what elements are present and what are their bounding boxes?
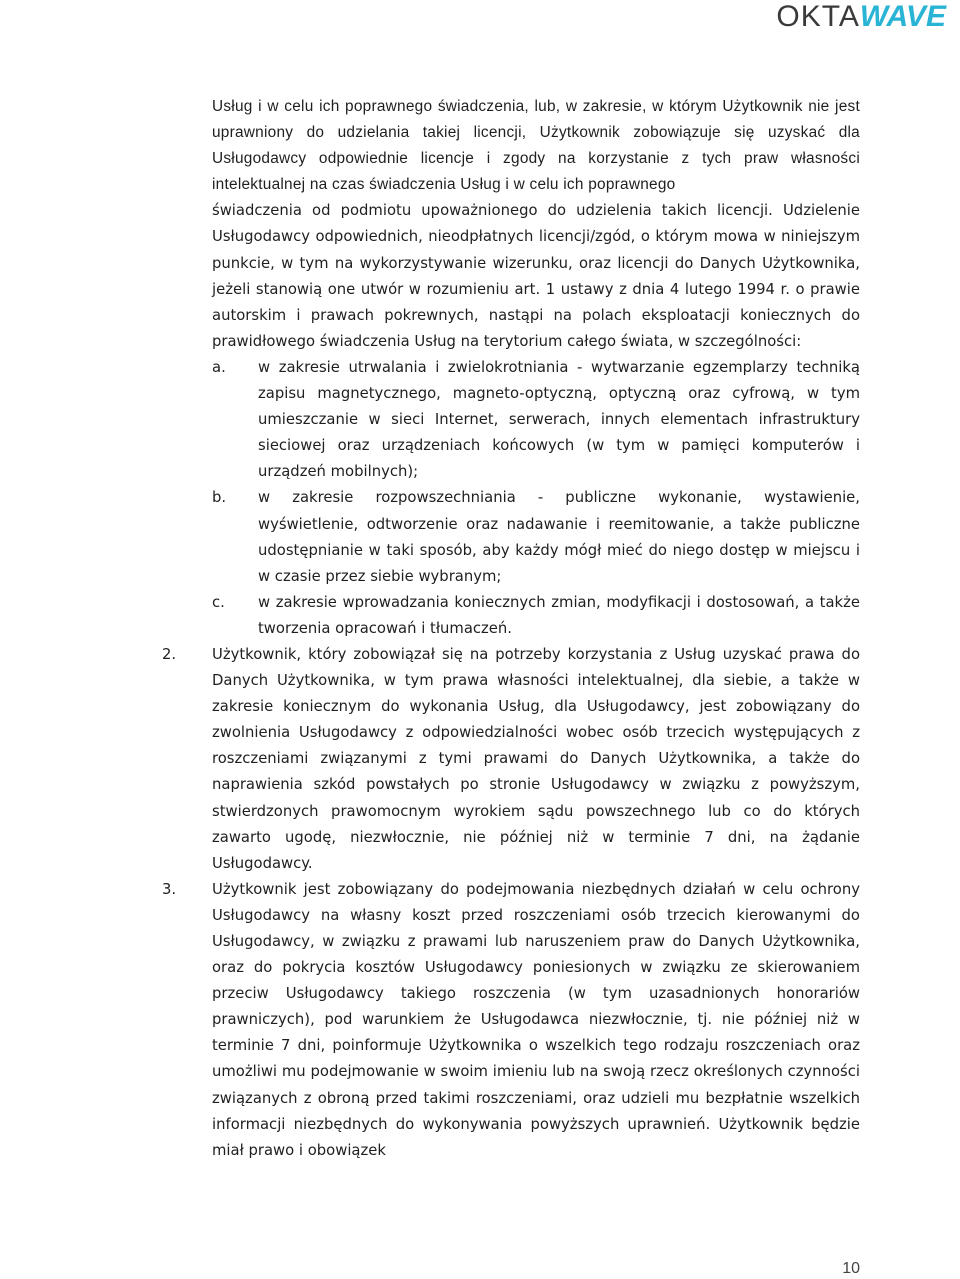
list-item [212,590,860,642]
numbered-clause [162,642,860,877]
list-item [212,355,860,485]
list-item-letter: c. [212,593,225,611]
list-item-letter: a. [212,358,226,376]
list-item [212,485,860,589]
oktawave-logo [776,0,946,34]
list-item-text: w zakresie wprowadzania koniecznych zmian, modyfikacji i dostosowań, a także tworzenia opracowań i tłumaczeń. [258,593,860,637]
intro-paragraph-part1: Usług i w celu ich poprawnego świadczenia, lub, w zakresie, w którym Użytkownik nie jest uprawniony do udzielania takiej licencji, Użytkownik zobowiązuje się uzyskać dla Usługodawcy odpowiednie licencje i zgody na korzystanie z tych praw własności intelektualnej na czas świadczenia Usług i w celu ich poprawnego [212,98,860,194]
list-item-text: w zakresie utrwalania i zwielokrotniania - wytwarzanie egzemplarzy techniką zapisu magnetycznego, magneto-optyczną, optyczną oraz cyfrową, w tym umieszczanie w sieci Internet, serwerach, innych elementach infrastruktury sieciowej oraz urządzeniach końcowych (w tym w pamięci komputerów i urządzeń mobilnych); [258,358,860,481]
logo-text-wave: WAVE [859,0,946,33]
document-body [162,94,860,1164]
page-number: 10 [842,1260,860,1277]
logo-text-okta: OKTA [776,0,860,33]
list-item-letter: b. [212,489,227,507]
clause-number: 2. [162,645,177,663]
intro-paragraph-part2: świadczenia od podmiotu upoważnionego do udzielenia takich licencji. Udzielenie Usługodawcy odpowiednich, nieodpłatnych licencji/zgód, o którym mowa w niniejszym punkcie, w tym na wykorzystywanie wizerunku, oraz licencji do Danych Użytkownika, jeżeli stanowią one utwór w rozumieniu art. 1 ustawy z dnia 4 lutego 1994 r. o prawie autorskim i prawach pokrewnych, nastąpi na polach eksploatacji koniecznych do prawidłowego świadczenia Usług na terytorium całego świata, w szczególności: [212,202,860,350]
list-item-text: w zakresie rozpowszechniania - publiczne wykonanie, wystawienie, wyświetlenie, odtworzenie oraz nadawanie i reemitowanie, a także publiczne udostępnianie w taki sposób, aby każdy mógł mieć do niego dostęp w miejscu i w czasie przez siebie wybranym; [258,489,860,585]
clause-text: Użytkownik jest zobowiązany do podejmowania niezbędnych działań w celu ochrony Usługodawcy na własny koszt przed roszczeniami osób trzecich kierowanymi do Usługodawcy, w związku z prawami lub naruszeniem praw do Danych Użytkownika, oraz do pokrycia kosztów Usługodawcy poniesionych w związku ze skierowaniem przeciw Usługodawcy takiego roszczenia (w tym uzasadnionych honorariów prawniczych), pod warunkiem że Usługodawca niezwłocznie, tj. nie później niż w terminie 7 dni, poinformuje Użytkownika o wszelkich tego rodzaju roszczeniach oraz umożliwi mu podejmowanie w swoim imieniu lub na swoją rzecz określonych czynności związanych z obroną przed takimi roszczeniami, oraz udzieli mu bezpłatnie wszelkich informacji niezbędnych do wykonywania powyższych uprawnień. Użytkownik będzie miał prawo i obowiązek [212,880,860,1159]
clause-number: 3. [162,880,177,898]
clause-text: Użytkownik, który zobowiązał się na potrzeby korzystania z Usług uzyskać prawa do Danych Użytkownika, w tym prawa własności intelektualnej, dla siebie, a także w zakresie koniecznym do wykonania Usług, dla Usługodawcy, jest zobowiązany do zwolnienia Usługodawcy z odpowiedzialności wobec osób trzecich występujących z roszczeniami związanymi z tymi prawami do Danych Użytkownika, a także do naprawienia szkód powstałych po stronie Usługodawcy w związku z powyższym, stwierdzonych prawomocnym wyrokiem sądu powszechnego lub co do których zawarto ugodę, niezwłocznie, nie później niż w terminie 7 dni, na żądanie Usługodawcy. [212,645,860,872]
rights-fields-list [212,355,860,642]
numbered-clause [162,877,860,1164]
